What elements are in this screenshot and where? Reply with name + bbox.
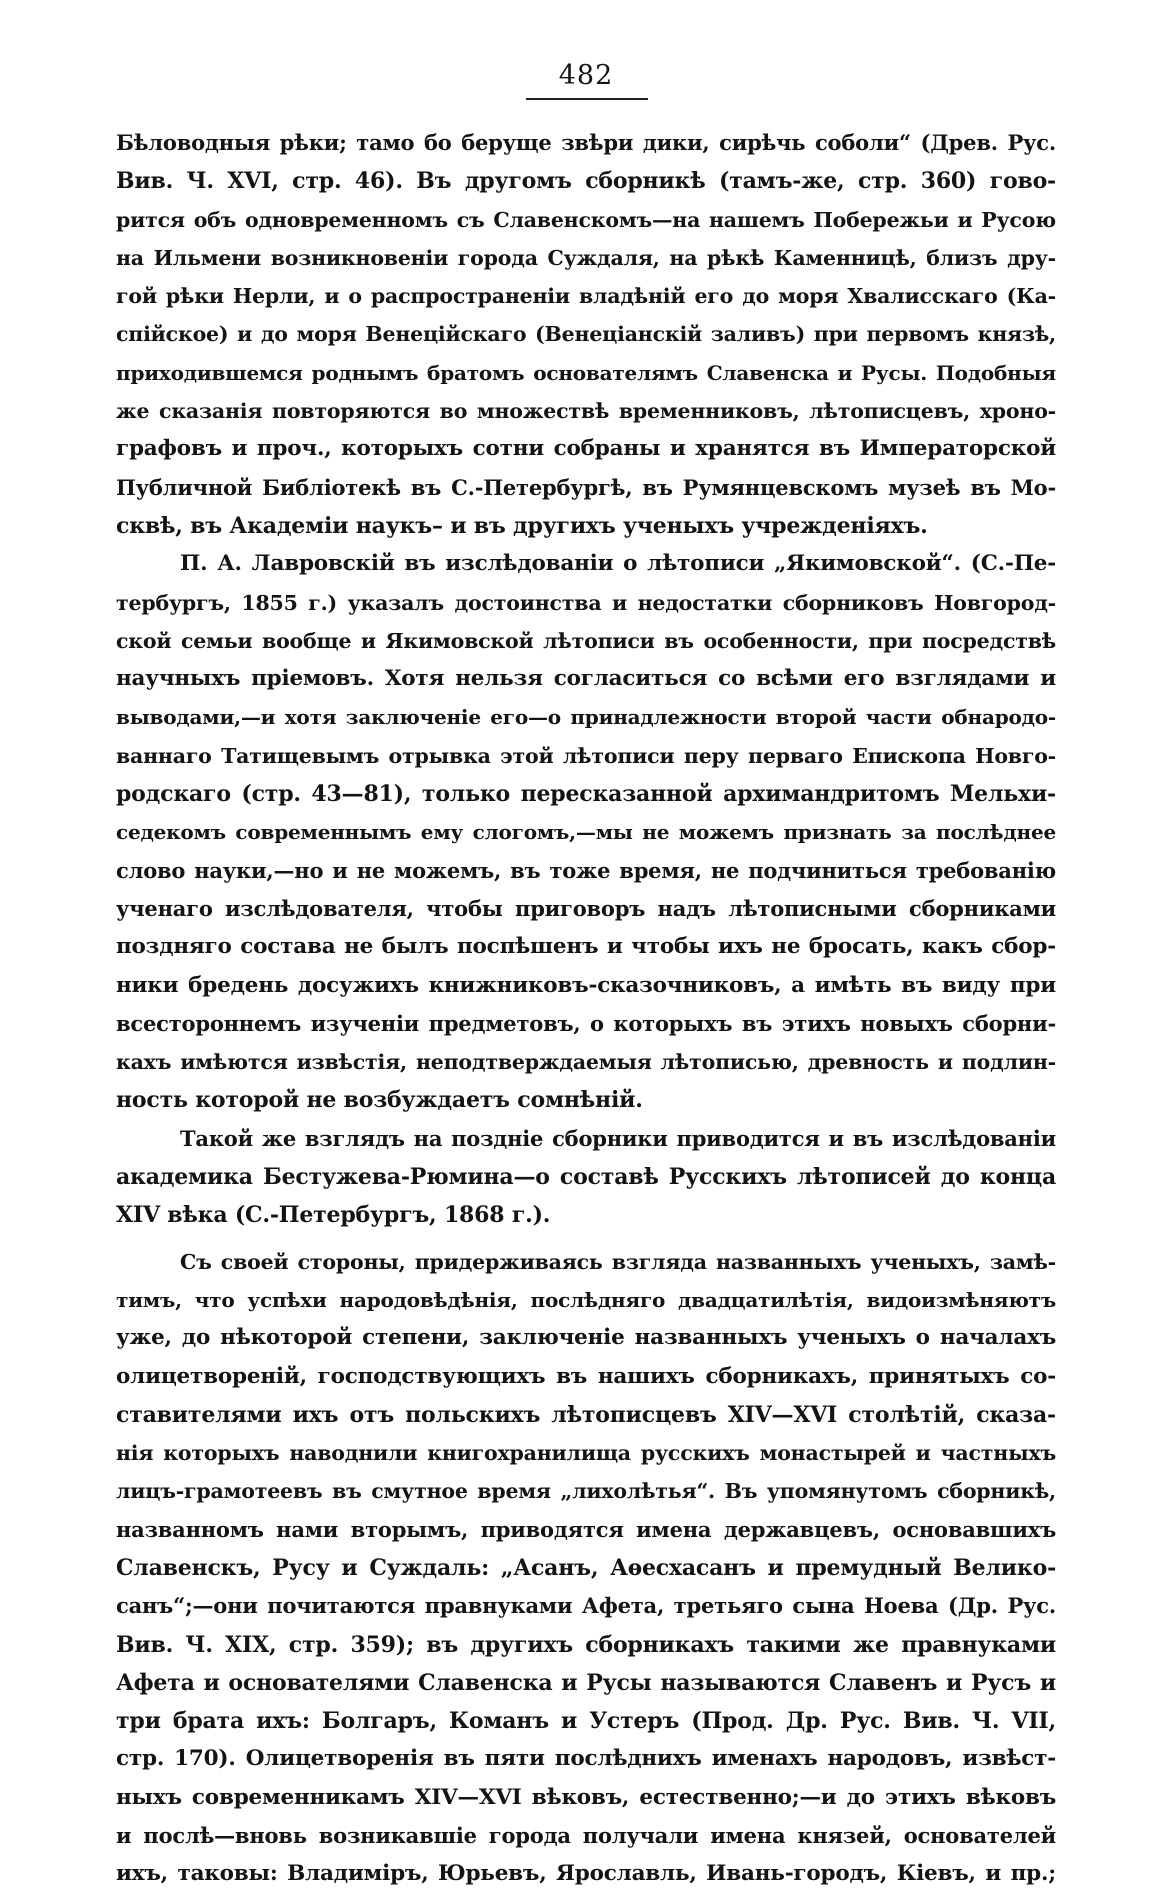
text-line: ихъ, таковы: Владиміръ, Юрьевъ, Ярославль, Ивань-городъ, Кіевъ, и пр.; <box>116 1861 1056 1887</box>
text-line: рится объ одновременномъ съ Славенскомъ—на нашемъ Побережьи и Русою <box>116 207 1056 232</box>
text-line: ныхъ современникамъ XIV—XVI вѣковъ, естественно;—и до этихъ вѣковъ <box>116 1784 1056 1810</box>
text-line: ваннаго Татищевымъ отрывка этой лѣтописи перу перваго Епископа Новго- <box>116 743 1056 768</box>
text-line: же сказанія повторяются во множествѣ временниковъ, лѣтописцевъ, хроно- <box>116 399 1056 424</box>
text-line: слово науки,—но и не можемъ, въ тоже время, не подчиниться требованію <box>116 857 1056 883</box>
text-line: поздняго состава не былъ поспѣшенъ и чтобы ихъ не бросать, какъ сбор- <box>116 934 1056 960</box>
text-line: Афета и основателями Славенска и Русы называются Славенъ и Русъ и <box>116 1669 1056 1696</box>
text-line: Вив. Ч. XVI, стр. 46). Въ другомъ сборникѣ (тамъ-же, стр. 360) гово- <box>116 168 1056 195</box>
text-line: седекомъ современнымъ ему слогомъ,—мы не можемъ признать за послѣднее <box>116 820 1056 845</box>
text-line: лицъ-грамотеевъ въ смутное время „лихолѣтья“. Въ упомянутомъ сборникѣ, <box>116 1479 1056 1504</box>
text-line: уже, до нѣкоторой степени, заключеніе названныхъ ученыхъ о началахъ <box>116 1325 1056 1351</box>
text-line: на Ильмени возникновеніи города Суждаля, на рѣкѣ Каменницѣ, близъ дру- <box>116 245 1056 270</box>
text-line: научныхъ пріемовъ. Хотя нельзя согласиться со всѣми его взглядами и <box>116 666 1056 692</box>
text-line: Публичной Библіотекѣ въ С.-Петербургѣ, въ Румянцевскомъ музеѣ въ Мо- <box>116 474 1056 500</box>
page-number: 482 <box>558 60 614 91</box>
text-line: кахъ имѣются извѣстія, неподтверждаемыя лѣтописью, древность и подлин- <box>116 1050 1056 1075</box>
text-line: и послѣ—вновь возникавшіе города получали имена князей, основателей <box>116 1823 1056 1849</box>
text-line: родскаго (стр. 43—81), только пересказанной архимандритомъ Мельхи- <box>116 781 1056 808</box>
text-line: гой рѣки Нерли, и о распространеніи владѣній его до моря Хвалисскаго (Ка- <box>116 284 1056 309</box>
text-line: П. А. Лавровскій въ изслѣдованіи о лѣтописи „Якимовской“. (С.-Пе- <box>180 551 1056 577</box>
body-text <box>116 124 1056 1894</box>
text-line: нія которыхъ наводнили книгохранилища русскихъ монастырей и частныхъ <box>116 1441 1056 1466</box>
page-number-rule <box>526 98 648 100</box>
text-line: Съ своей стороны, придерживаясь взгляда названныхъ ученыхъ, замѣ- <box>180 1249 1056 1274</box>
text-line: ставителями ихъ отъ польскихъ лѣтописцевъ XIV—XVI столѣтій, сказа- <box>116 1401 1056 1428</box>
text-line: олицетвореній, господствующихъ въ нашихъ сборникахъ, принятыхъ со- <box>116 1363 1056 1389</box>
text-line: академика Бестужева-Рюмина—о составѣ Русскихъ лѣтописей до конца <box>116 1164 1056 1191</box>
text-line: ученаго изслѣдователя, чтобы приговоръ надъ лѣтописными сборниками <box>116 895 1056 921</box>
text-line: ность которой не возбуждаетъ сомнѣній. <box>116 1087 643 1114</box>
text-line: стр. 170). Олицетворенія въ пяти послѣднихъ именахъ народовъ, извѣст- <box>116 1746 1056 1772</box>
text-line: спійское) и до моря Венеційскаго (Венеціанскій заливъ) при первомъ князѣ, <box>116 322 1056 347</box>
text-line: Славенскъ, Русу и Суждаль: „Асанъ, Аѳесхасанъ и премудный Велико- <box>116 1554 1056 1581</box>
text-line: санъ“;—они почитаются правнуками Афета, третьяго сына Ноева (Др. Рус. <box>116 1593 1056 1619</box>
text-line: ской семьи вообще и Якимовской лѣтописи въ особенности, при посредствѣ <box>116 628 1056 653</box>
text-line: всестороннемъ изученіи предметовъ, о которыхъ въ этихъ новыхъ сборни- <box>116 1010 1056 1036</box>
text-line: названномъ нами вторымъ, приводятся имена державцевъ, основавшихъ <box>116 1516 1056 1542</box>
text-line: выводами,—и хотя заключеніе его—о принадлежности второй части обнародо- <box>116 705 1056 730</box>
text-line: тимъ, что успѣхи народовѣдѣнія, послѣдняго двадцатилѣтія, видоизмѣняютъ <box>116 1287 1056 1312</box>
text-line: сквѣ, въ Академіи наукъ– и въ другихъ ученыхъ учрежденіяхъ. <box>116 512 928 539</box>
text-line: ники бредень досужихъ книжниковъ-сказочниковъ, а имѣть въ виду при <box>116 972 1056 998</box>
text-line: приходившемся роднымъ братомъ основателямъ Славенска и Русы. Подобныя <box>116 360 1056 385</box>
text-line: графовъ и проч., которыхъ сотни собраны и хранятся въ Императорской <box>116 436 1056 462</box>
text-line: три брата ихъ: Болгаръ, Команъ и Устеръ (Прод. Др. Рус. Вив. Ч. VII, <box>116 1708 1056 1735</box>
text-line: Бѣловодныя рѣки; тамо бо беруще звѣри дики, сирѣчь соболи“ (Древ. Рус. <box>116 130 1056 155</box>
text-line: тербургъ, 1855 г.) указалъ достоинства и недостатки сборниковъ Новгород- <box>116 590 1056 615</box>
text-line: Такой же взглядъ на поздніе сборники приводится и въ изслѣдованіи <box>180 1125 1056 1151</box>
text-line: XIV вѣка (С.-Петербургъ, 1868 г.). <box>116 1202 551 1229</box>
text-line: Вив. Ч. XIX, стр. 359); въ другихъ сборникахъ такими же правнуками <box>116 1631 1056 1658</box>
